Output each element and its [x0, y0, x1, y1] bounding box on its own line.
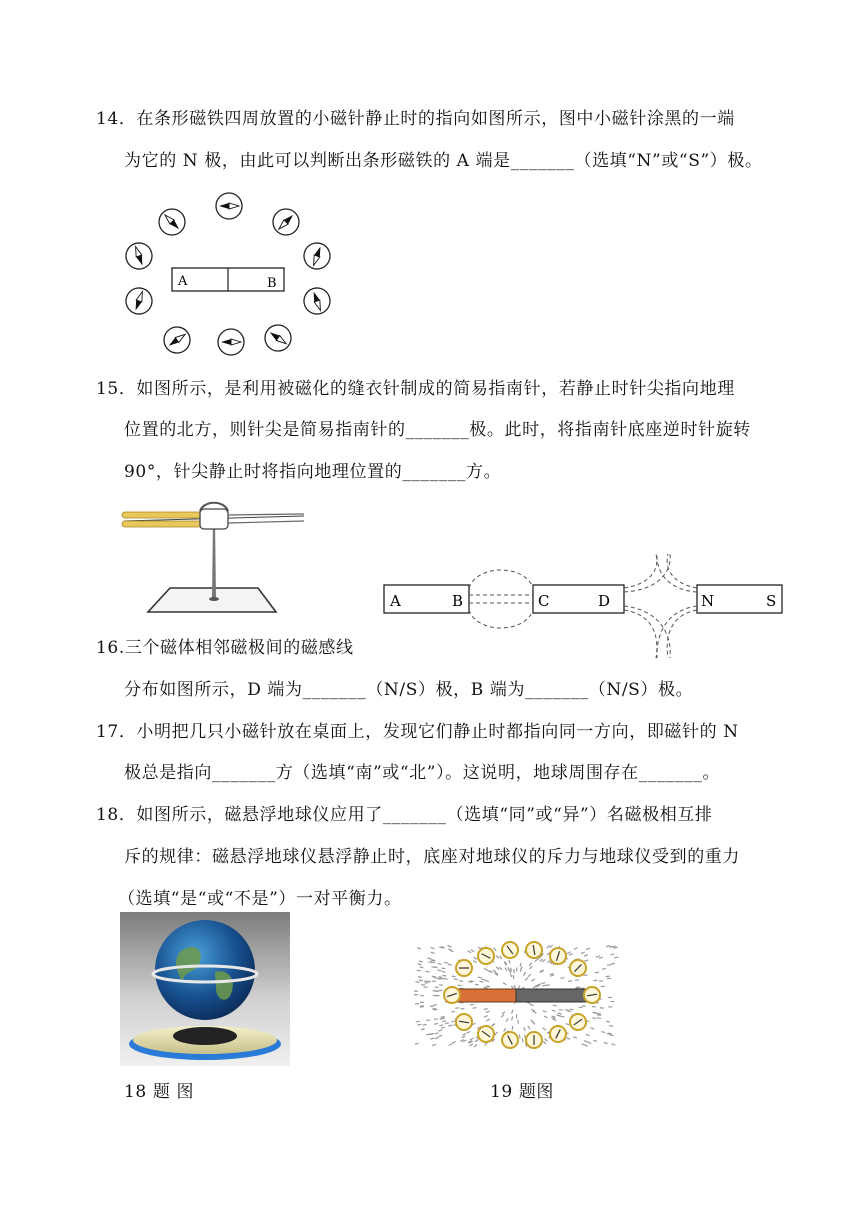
needle-compass-figure	[118, 494, 308, 616]
small-compass	[300, 239, 333, 272]
q15-line-3: 90°，针尖静止时将指向地理位置的_______方。	[124, 462, 502, 482]
pole-s: S	[766, 592, 777, 610]
q18-line-1: 18．如图所示，磁悬浮地球仪应用了_______（选填“同”或“异”）名磁极相互排	[96, 805, 713, 825]
q16-line-2: 分布如图所示，D 端为_______（N/S）极，B 端为_______（N/S）极。	[124, 680, 694, 700]
pole-a: A	[390, 592, 401, 610]
pole-b: B	[452, 592, 464, 610]
gold-compass	[478, 1026, 494, 1042]
gold-compass	[570, 1014, 586, 1030]
q15-line-2: 位置的北方，则针尖是简易指南针的_______极。此时，将指南针底座逆时针旋转	[124, 420, 751, 440]
gold-compass	[456, 1014, 472, 1030]
q18-line-2: 斥的规律：磁悬浮地球仪悬浮静止时，底座对地球仪的斥力与地球仪受到的重力	[124, 847, 740, 867]
q15-line-1: 15．如图所示，是利用被磁化的缝衣针制成的简易指南针，若静止时针尖指向地理	[96, 379, 735, 399]
small-compass	[159, 322, 195, 358]
q17-line-2: 极总是指向_______方（选填“南”或“北”）。这说明，地球周围存在_______。	[124, 763, 721, 783]
magnet-label-b: B	[267, 276, 277, 291]
q14-line-1: 14．在条形磁铁四周放置的小磁针静止时的指向如图所示，图中小磁针涂黑的一端	[96, 109, 735, 129]
q14-line-2: 为它的 N 极，由此可以判断出条形磁铁的 A 端是_______（选填“N”或“S”）极。	[124, 151, 763, 171]
q17-line-1: 17．小明把几只小磁针放在桌面上，发现它们静止时都指向同一方向，即磁针的 N	[96, 722, 739, 742]
pole-n: N	[701, 592, 715, 610]
compass-bar-magnet-figure	[118, 186, 348, 362]
gold-compass	[526, 1032, 542, 1048]
magnet-gray-half	[516, 989, 586, 1002]
gold-compass	[550, 1026, 566, 1042]
figure-19-caption: 19 题图	[490, 1082, 555, 1102]
q18-line-3: （选填“是“或“不是”）一对平衡力。	[118, 889, 402, 909]
globe	[155, 920, 255, 1020]
compass-stand	[212, 520, 216, 599]
gold-compass	[456, 960, 472, 976]
small-compass	[300, 284, 333, 317]
bar-magnet-filings-image	[412, 938, 622, 1054]
small-compass	[122, 284, 155, 317]
gold-compass	[570, 960, 586, 976]
small-compass	[122, 239, 155, 272]
small-compass	[154, 204, 191, 241]
figure-18-caption: 18 题 图	[124, 1082, 195, 1102]
gold-compass	[444, 987, 460, 1003]
q16-line-1: 16.三个磁体相邻磁极间的磁感线	[96, 638, 354, 658]
small-compass	[268, 204, 305, 241]
gold-compass	[502, 1032, 518, 1048]
gold-compass	[502, 942, 518, 958]
small-compass	[260, 320, 296, 356]
small-compass	[218, 329, 244, 355]
maglev-globe-image	[120, 912, 290, 1066]
gold-compass	[584, 987, 600, 1003]
three-magnets-figure	[382, 552, 786, 662]
gold-compass	[550, 948, 566, 964]
gold-compass	[478, 948, 494, 964]
gold-compass	[526, 942, 542, 958]
magnet-label-a: A	[178, 274, 188, 289]
small-compass	[216, 193, 242, 219]
pole-c: C	[538, 592, 550, 610]
pole-d: D	[598, 592, 611, 610]
